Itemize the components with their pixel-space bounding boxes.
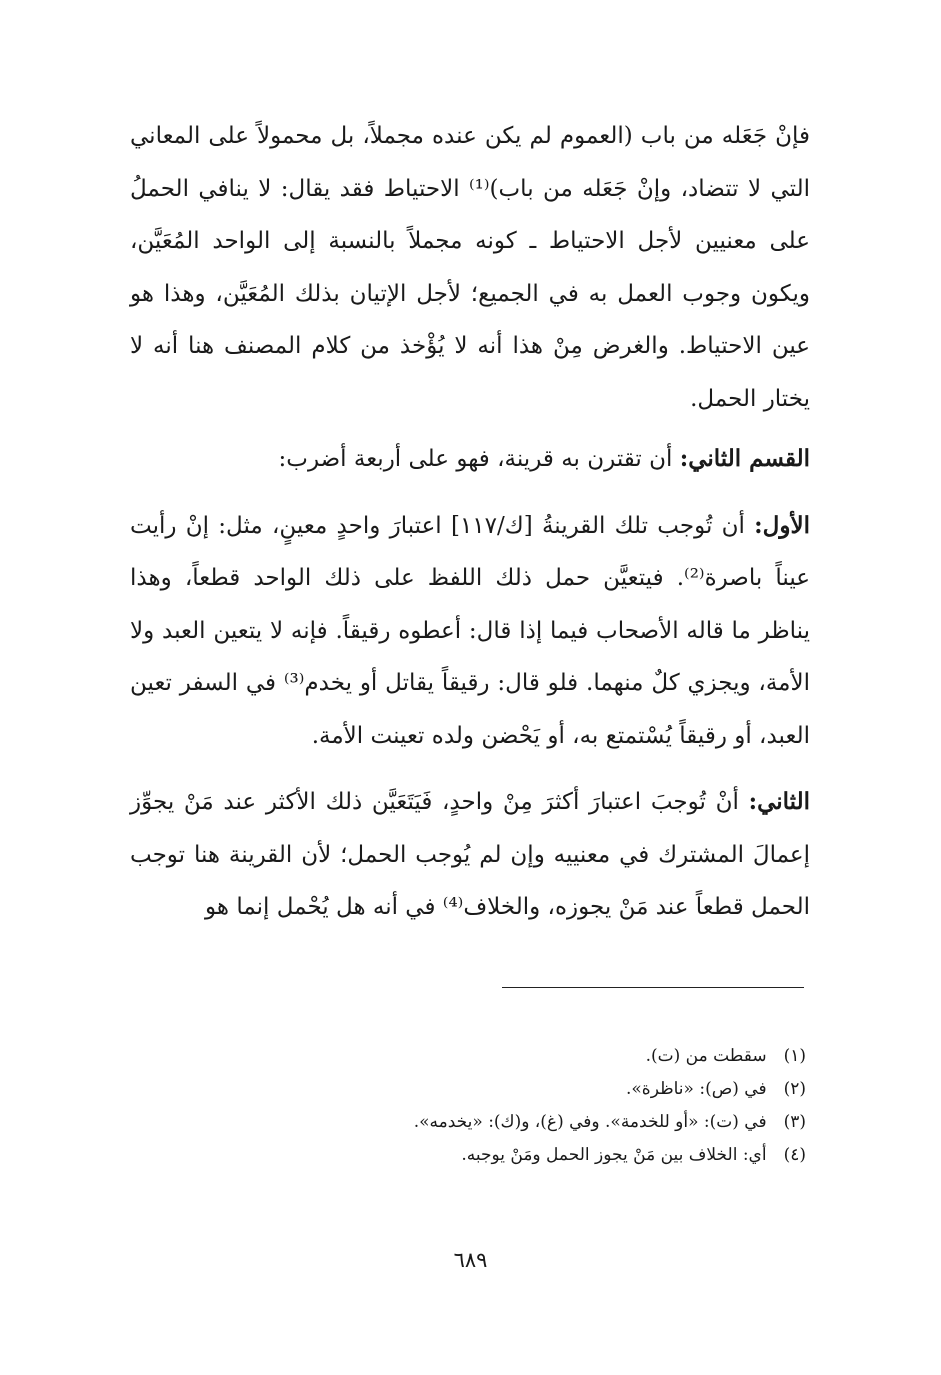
footnote-text: أي: الخلاف بين مَنْ يجوز الحمل ومَنْ يوجبه.: [461, 1145, 767, 1165]
footnote-separator: [502, 987, 804, 988]
footnote-number: (٣): [783, 1112, 806, 1132]
paragraph-3-text: أن تُوجب تلك القرينةُ [ك/١١٧] اعتبارَ واحدٍ معينٍ، مثل: إنْ رأيت عيناً باصرة⁽²⁾. فيتعيَّن حمل ذلك اللفظ على ذلك الواحد قطعاً، وهذا يناظر ما قاله الأصحاب فيما إذا قال: أعطوه رقيقاً. فإنه لا يتعين العبد ولا الأمة، ويجزي كلٌ منهما. فلو قال: رقيقاً يقاتل أو يخدم⁽³⁾ في السفر تعين العبد، أو رقيقاً يُسْتمتع به، أو يَحْضن ولده تعينت الأمة.: [130, 512, 811, 749]
main-text: [130, 110, 810, 934]
footnote-text: في (ت): «أو للخدمة». وفي (غ)، و(ك): «يخدمه».: [413, 1112, 767, 1132]
section-heading: القسم الثاني:: [679, 445, 810, 472]
paragraph-2: [130, 433, 810, 486]
footnote: [130, 1139, 806, 1172]
paragraph-3: [130, 500, 810, 763]
footnote-text: في (ص): «ناظرة».: [626, 1079, 767, 1099]
paragraph-1: فإنْ جَعَله من باب (العموم لم يكن عنده مجملاً، بل محمولاً على المعاني التي لا تتضاد، وإنْ جَعَله من باب)⁽¹⁾ الاحتياط فقد يقال: لا ينافي الحملُ على معنيين لأجل الاحتياط ـ كونه مجملاً بالنسبة إلى الواحد المُعَيَّن، ويكون وجوب العمل به في الجميع؛ لأجل الإتيان بذلك المُعَيَّن، وهذا هو عين الاحتياط. والغرض مِنْ هذا أنه لا يُؤْخذ من كلام المصنف هنا أنه لا يختار الحمل.: [130, 123, 810, 412]
second-type-label: الثاني:: [748, 788, 810, 815]
page-number: ٦٨٩: [453, 1248, 488, 1272]
footnote: [130, 1040, 806, 1073]
footnote: [130, 1106, 806, 1139]
first-type-label: الأول:: [754, 511, 810, 539]
footnote-number: (٢): [783, 1079, 806, 1099]
footnotes: [130, 1040, 806, 1172]
footnote-number: (٤): [783, 1145, 806, 1165]
paragraph-4-text: أنْ تُوجبَ اعتبارَ أكثرَ مِنْ واحدٍ، فَيَتَعَيَّن ذلك الأكثر عند مَنْ يجوِّز إعمالَ المشترك في معنييه وإن لم يُوجب الحمل؛ لأن القرينة هنا توجب الحمل قطعاً عند مَنْ يجوزه، والخلاف⁽⁴⁾ في أنه هل يُحْمل إنما هو: [130, 789, 810, 920]
footnote: [130, 1073, 806, 1106]
footnote-text: سقطت من (ت).: [645, 1046, 767, 1066]
footnote-number: (١): [783, 1046, 806, 1066]
paragraph-4: [130, 776, 810, 934]
paragraph-2-text: أن تقترن به قرينة، فهو على أربعة أضرب:: [278, 446, 680, 472]
